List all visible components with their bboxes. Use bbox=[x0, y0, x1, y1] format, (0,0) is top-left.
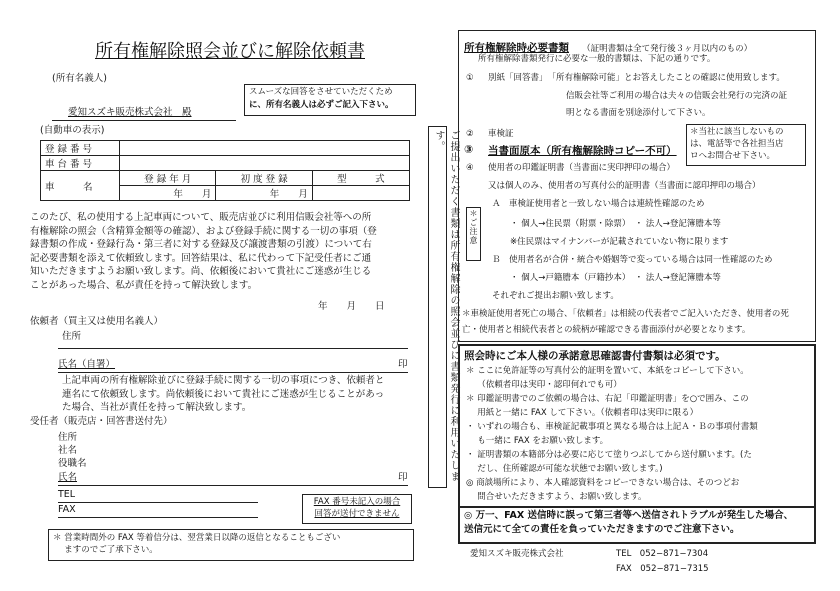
requester-address-line[interactable] bbox=[58, 348, 408, 349]
consent-line: （依頼者印は実印・認印何れでも可） bbox=[466, 380, 622, 390]
consent-title: 照会時にご本人様の承諾意思確認書付書類は必須です。 bbox=[464, 350, 726, 362]
first-reg-field[interactable]: 年 月 bbox=[216, 186, 312, 201]
case-b: Ｂ 使用者名が合併・統合や婚姻等で変っている場合は同一性確認のため bbox=[492, 255, 773, 265]
tel-label: TEL bbox=[58, 489, 76, 500]
hours-note-line: ＊ 営業時間外の FAX 等着信分は、翌営業日以降の返信となることもござい bbox=[53, 533, 341, 543]
date-line[interactable]: 年 月 日 bbox=[318, 301, 385, 312]
hours-note-box bbox=[48, 529, 414, 561]
item4-text: 使用者の印鑑証明書（当書面に実印押印の場合） bbox=[488, 163, 676, 173]
delegation-line: た場合、当社が責任を持って解決致します。 bbox=[62, 402, 252, 413]
chassis-no-field[interactable] bbox=[120, 156, 410, 171]
requester-seal: 印 bbox=[398, 359, 408, 370]
notice-line-1: スムーズな回答をさせていただくため bbox=[249, 87, 393, 97]
body-line: ことがあった場合、私が責任を持って解決致します。 bbox=[30, 279, 258, 291]
vehicle-table bbox=[40, 140, 410, 201]
contact-note-line: ロへお問合せ下さい。 bbox=[690, 151, 776, 161]
addressee-line bbox=[52, 120, 236, 121]
body-line: 記必要書類を添えて依頼致します。回答結果は、私に代わって下記受任者にご通 bbox=[30, 252, 372, 264]
consent-line: ＊ ここに免許証等の写真付公的証明を置いて、本紙をコピーして下さい。 bbox=[466, 366, 749, 376]
agent-name-label: 氏名 bbox=[58, 472, 78, 483]
item4-text-b: 又は個人のみ、使用者の写真付公的証明書（当書面に認印押印の場合） bbox=[488, 181, 761, 191]
reg-no-label: 登 録 番 号 bbox=[41, 141, 120, 156]
requester-name-line[interactable] bbox=[58, 372, 408, 373]
agent-address-label: 住所 bbox=[58, 432, 78, 443]
consent-line: ・ 証明書類の本籍部分は必要に応じて塗りつぶしてから送付願います。(た bbox=[466, 450, 752, 460]
agent-label: 受任者（販売店・回答書送付先） bbox=[30, 416, 173, 427]
footer-company: 愛知スズキ販売株式会社 bbox=[470, 549, 564, 559]
fax-trouble-warning bbox=[464, 509, 793, 537]
delegation-text bbox=[62, 374, 384, 415]
case-a-note: ※住民票はマイナンバーが記載されていない物に限ります bbox=[510, 237, 729, 247]
item3-text: 当書面原本（所有権解除時コピー不可） bbox=[488, 145, 677, 157]
vehicle-section-label: (自動車の表示) bbox=[40, 125, 105, 136]
chassis-no-label: 車 台 番 号 bbox=[41, 156, 120, 171]
consent-line: ◎ 商談場所により、本人確認資料をコピーできない場合は、そのつどお bbox=[466, 478, 740, 488]
body-line: このたび、私の使用する上記車両について、販売店並びに利用信販会社等への所 bbox=[30, 212, 372, 223]
first-reg-label: 初 度 登 録 bbox=[216, 171, 312, 186]
consent-list bbox=[466, 364, 758, 504]
consent-line: 用紙と一緒に FAX して下さい。（依頼者印は実印に限る） bbox=[466, 408, 699, 418]
owner-label: (所有名義人) bbox=[52, 73, 107, 84]
consent-line: だし、住所確認が可能な状態でお願い致します。) bbox=[466, 464, 663, 474]
form-title: 所有権解除照会並びに解除依頼書 bbox=[95, 41, 365, 62]
fax-warning-line: ◎ 万一、FAX 送信時に誤って第三者等へ送信されトラブルが発生した場合、 bbox=[464, 510, 794, 521]
notice-line-2: に、所有名義人は必ずご記入下さい。 bbox=[249, 100, 394, 110]
item1-text-b: 信販会社等ご利用の場合は夫々の信販会社発行の完済の証 bbox=[566, 91, 788, 101]
consent-line: ＊ 印鑑証明書でのご依頼の場合は、右記「印鑑証明書」を○で囲み、この bbox=[466, 394, 749, 404]
body-line: 録書類の作成・登録行為・第三者に対する登録及び譲渡書類の引渡）について右 bbox=[30, 239, 372, 250]
case-a: Ａ 車検証使用者と一致しない場合は連続性確認のため bbox=[492, 199, 705, 209]
fax-warning-line: 回答が送付できません bbox=[314, 509, 400, 519]
fax-label: FAX bbox=[58, 504, 76, 515]
required-docs-intro: 所有権解除書類発行に必要な一般的書類は、下記の通りです。 bbox=[478, 54, 716, 64]
requester-label: 依頼者（買主又は使用名義人） bbox=[30, 316, 164, 327]
required-docs-heading: 所有権解除時必要書類 bbox=[464, 42, 569, 54]
fax-line[interactable] bbox=[58, 517, 258, 518]
item1-text-c: 明となる書面を別途添付して下さい。 bbox=[566, 108, 711, 118]
consent-line: も一緒に FAX をお願い致します。 bbox=[466, 436, 609, 446]
request-body bbox=[30, 211, 377, 292]
side-banner-text: ご提出いただく書類は所有権解除の照会並びに書類発行に利用いたします。 bbox=[433, 130, 459, 482]
body-line: 知いただきますようお願い致します。尚、依頼後において貴社にご迷惑が生じる bbox=[30, 266, 372, 277]
agent-seal: 印 bbox=[398, 472, 408, 483]
request-line: それぞれご提出お願い致します。 bbox=[492, 291, 619, 301]
contact-note-line: は、電話等で各社担当店 bbox=[690, 139, 784, 149]
required-docs-heading-note: （証明書類は全て発行後３ヶ月以内のもの） bbox=[582, 44, 753, 54]
fax-warning-box bbox=[302, 494, 412, 524]
consent-line: 問合せいただきますよう、お願い致します。 bbox=[466, 492, 647, 502]
reg-no-field[interactable] bbox=[120, 141, 410, 156]
caution-label-box bbox=[466, 207, 481, 261]
reg-date-field[interactable]: 年 月 bbox=[120, 186, 216, 201]
footer-tel: TEL 052−871−7304 bbox=[616, 549, 709, 559]
reg-date-label: 登 録 年 月 bbox=[120, 171, 216, 186]
item4-no: ④ bbox=[466, 163, 474, 173]
death-note-2: 亡・使用者と相続代表者との続柄が確認できる書面添付が必要となります。 bbox=[462, 325, 751, 335]
item1-no: ① bbox=[466, 73, 474, 83]
agent-name-line[interactable] bbox=[58, 485, 408, 486]
body-line: 有権解除の照会（含精算金額等の確認）、および登録手続に関する一切の事項（登 bbox=[30, 225, 377, 237]
footer-fax: FAX 052−871−7315 bbox=[616, 564, 709, 574]
case-b-docs: ・ 個人→戸籍謄本（戸籍抄本） ・ 法人→登記簿謄本等 bbox=[510, 273, 721, 283]
contact-note-line: ＊当社に該当しないもの bbox=[690, 127, 784, 137]
notice-box bbox=[244, 84, 416, 116]
car-name-label: 車 名 bbox=[41, 171, 120, 201]
requester-name-label: 氏名（自署） bbox=[58, 359, 116, 370]
fax-warning-line: FAX 番号未記入の場合 bbox=[313, 497, 401, 507]
caution-label: ＊ご注意 bbox=[469, 209, 478, 245]
item3-no: ③ bbox=[464, 143, 474, 156]
delegation-line: 上記車両の所有権解除並びに登録手続に関する一切の事項につき、依頼者と bbox=[62, 375, 385, 386]
requester-address-label: 住所 bbox=[62, 331, 82, 342]
tel-line[interactable] bbox=[58, 502, 258, 503]
item2-text: 車検証 bbox=[488, 129, 514, 139]
addressee: 愛知スズキ販売株式会社 殿 bbox=[68, 107, 192, 118]
death-note-1: ＊車検証使用者死亡の場合、「依頼者」は相続の代表者でご記入いただき、使用者の死 bbox=[462, 309, 789, 319]
hours-note-line: ますのでご了承下さい。 bbox=[53, 545, 158, 555]
side-banner bbox=[428, 126, 459, 488]
item2-no: ② bbox=[466, 129, 474, 139]
consent-divider bbox=[458, 506, 814, 508]
model-field[interactable] bbox=[312, 186, 409, 201]
fax-warning-line: 送信元にて全ての責任を負っていただきますのでご注意下さい。 bbox=[464, 524, 740, 535]
agent-company-label: 社名 bbox=[58, 445, 78, 456]
delegation-line: 連名にて依頼致します。尚依頼後において貴社にご迷惑が生じることがあっ bbox=[62, 388, 385, 400]
item1-text: 別紙「回答書」 「所有権解除可能」とお答えしたことの確認に使用致します。 bbox=[488, 73, 785, 83]
agent-position-label: 役職名 bbox=[58, 458, 87, 469]
contact-note-box bbox=[686, 124, 806, 166]
case-a-docs: ・ 個人→住民票（附票・除票） ・ 法人→登記簿謄本等 bbox=[510, 219, 721, 229]
model-label: 型 式 bbox=[312, 171, 409, 186]
consent-line: ・ いずれの場合も、車検証記載事項と異なる場合は上記Ａ・Ｂの事項付書類 bbox=[466, 422, 758, 432]
